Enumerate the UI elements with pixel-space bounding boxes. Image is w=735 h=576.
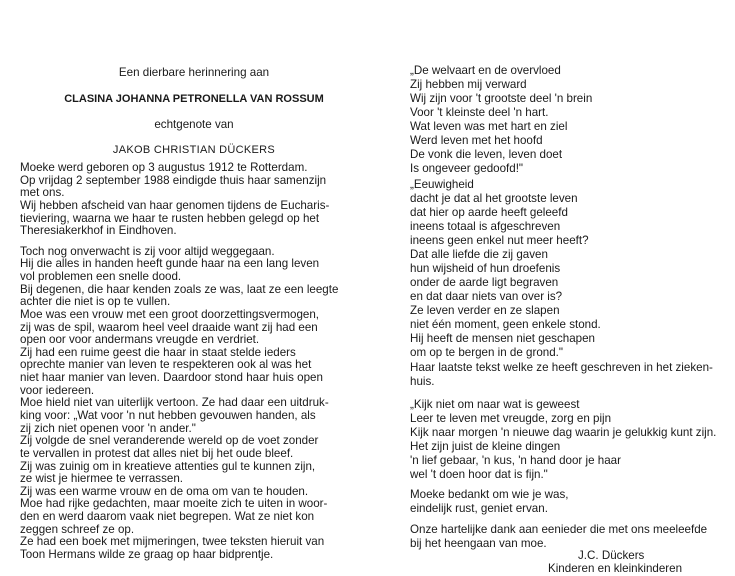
text-line: Zij was zuinig om in kreatieve attenties gul te kunnen zijn, <box>20 460 316 473</box>
text-line: Wij hebben afscheid van haar genomen tijdens de Eucharis- <box>20 199 330 212</box>
text-line: Theresiakerkhof in Eindhoven. <box>20 224 177 237</box>
relation-line: echtgenote van <box>154 118 234 131</box>
poem-line: 'n lief gebaar, 'n kus, 'n hand door je haar <box>410 454 621 467</box>
text-line: Haar laatste tekst welke ze heeft geschreven in het zieken- <box>410 361 713 374</box>
text-line: open oor voor andermans vreugde en verdriet. <box>20 333 260 346</box>
poem-line: Kijk naar morgen 'n nieuwe dag waarin je gelukkig kunt zijn. <box>410 426 717 439</box>
poem-line: Dat alle liefde die zij gaven <box>410 248 548 261</box>
text-line: Moe had rijke gedachten, maar moeite zich te uiten in woor- <box>20 497 328 510</box>
poem-line: Het zijn juist de kleine dingen <box>410 440 561 453</box>
poem-line: Leer te leven met vreugde, zorg en pijn <box>410 412 612 425</box>
text-line: Toon Hermans wilde ze graag op haar bidprentje. <box>20 548 274 561</box>
text-line: zij zich niet openen voor 'n ander." <box>20 422 196 435</box>
signature-family: Kinderen en kleinkinderen <box>548 562 683 575</box>
poem-line: hun wijsheid of hun droefenis <box>410 262 561 275</box>
text-line: Ze had een boek met mijmeringen, twee teksten hieruit van <box>20 535 325 548</box>
text-line: Toch nog onverwacht is zij voor altijd weggegaan. <box>20 245 275 258</box>
text-line: tieviering, waarna we haar te rusten hebben gelegd op het <box>20 212 320 225</box>
poem-line: ineens geen enkel nut meer heeft? <box>410 234 589 247</box>
poem-line: wel 't doen hoor dat is fijn." <box>410 468 548 481</box>
text-line: Moeke werd geboren op 3 augustus 1912 te Rotterdam. <box>20 161 308 174</box>
poem-line: Werd leven met het hoofd <box>410 134 543 147</box>
text-line: Moe hield niet van uiterlijk vertoon. Ze had daar een uitdruk- <box>20 396 329 409</box>
poem-line: Voor 't kleinste deel 'n hart. <box>410 106 549 119</box>
poem-line: De vonk die leven, leven doet <box>410 148 563 161</box>
text-line: Hij die alles in handen heeft gunde haar na een lang leven <box>20 257 320 270</box>
text-line: met ons. <box>20 186 65 199</box>
text-line: niet haar manier van leven. Daardoor stond haar huis open <box>20 371 323 384</box>
poem-line: „De welvaart en de overvloed <box>410 64 561 77</box>
text-line: Zij had een ruime geest die haar in staat stelde ieders <box>20 346 296 359</box>
text-line: oprechte manier van leven te respekteren ook al was het <box>20 358 312 371</box>
poem-line: ineens totaal is afgeschreven <box>410 220 561 233</box>
deceased-name: CLASINA JOHANNA PETRONELLA VAN ROSSUM <box>64 93 324 105</box>
poem-line: eindelijk rust, geniet ervan. <box>410 502 548 515</box>
poem-line: Ze leven verder en ze slapen <box>410 304 560 317</box>
poem-line: om op te bergen in de grond." <box>410 346 564 359</box>
text-line: Zij volgde de snel veranderende wereld op de voet zonder <box>20 434 319 447</box>
poem-line: „Kijk niet om naar wat is geweest <box>410 398 580 411</box>
intro-line: Een dierbare herinnering aan <box>118 66 270 79</box>
text-line: ze wist je hiermee te verrassen. <box>20 472 184 485</box>
poem-line: onder de aarde ligt begraven <box>410 276 559 289</box>
text-line: Op vrijdag 2 september 1988 eindigde thuis haar samenzijn <box>20 174 327 187</box>
text-line: te vervallen in protest dat alles niet bij het oude bleef. <box>20 447 294 460</box>
poem-line: dat hier op aarde heeft geleefd <box>410 206 568 219</box>
poem-line: niet één moment, geen enkele stond. <box>410 318 601 331</box>
poem-line: Wat leven was met hart en ziel <box>410 120 568 133</box>
spouse-name: JAKOB CHRISTIAN DÜCKERS <box>112 144 276 156</box>
signature-name: J.C. Dückers <box>578 549 645 562</box>
text-line: Onze hartelijke dank aan eenieder die met ons meeleefde <box>410 523 708 536</box>
text-line: huis. <box>410 375 435 388</box>
text-line: vol problemen een snelle dood. <box>20 270 182 283</box>
poem-line: Is ongeveer gedoofd!" <box>410 162 524 175</box>
poem-line: dacht je dat al het grootste leven <box>410 192 578 205</box>
text-line: voor iedereen. <box>20 384 95 397</box>
text-line: bij het heengaan van moe. <box>410 537 547 550</box>
text-line: den en werd daarom vaak niet begrepen. Wat ze niet kon <box>20 510 315 523</box>
text-line: achter die niet is op te vullen. <box>20 295 171 308</box>
poem-line: „Eeuwigheid <box>410 178 474 191</box>
poem-line: Zij hebben mij verward <box>410 78 527 91</box>
poem-line: en dat daar niets van over is? <box>410 290 563 303</box>
text-line: zeggen schreef ze op. <box>20 523 135 536</box>
text-line: Moe was een vrouw met een groot doorzettingsvermogen, <box>20 308 320 321</box>
text-line: king voor: „Wat voor 'n nut hebben gevouwen handen, als <box>20 409 316 422</box>
poem-line: Wij zijn voor 't grootste deel 'n brein <box>410 92 593 105</box>
text-line: zij was de spil, waarom heel veel draaide want zij had een <box>20 321 318 334</box>
text-line: Zij was een warme vrouw en de oma om van te houden. <box>20 485 309 498</box>
poem-line: Moeke bedankt om wie je was, <box>410 488 569 501</box>
text-line: Bij degenen, die haar kenden zoals ze was, laat ze een leegte <box>20 283 339 296</box>
poem-line: Hij heeft de mensen niet geschapen <box>410 332 595 345</box>
